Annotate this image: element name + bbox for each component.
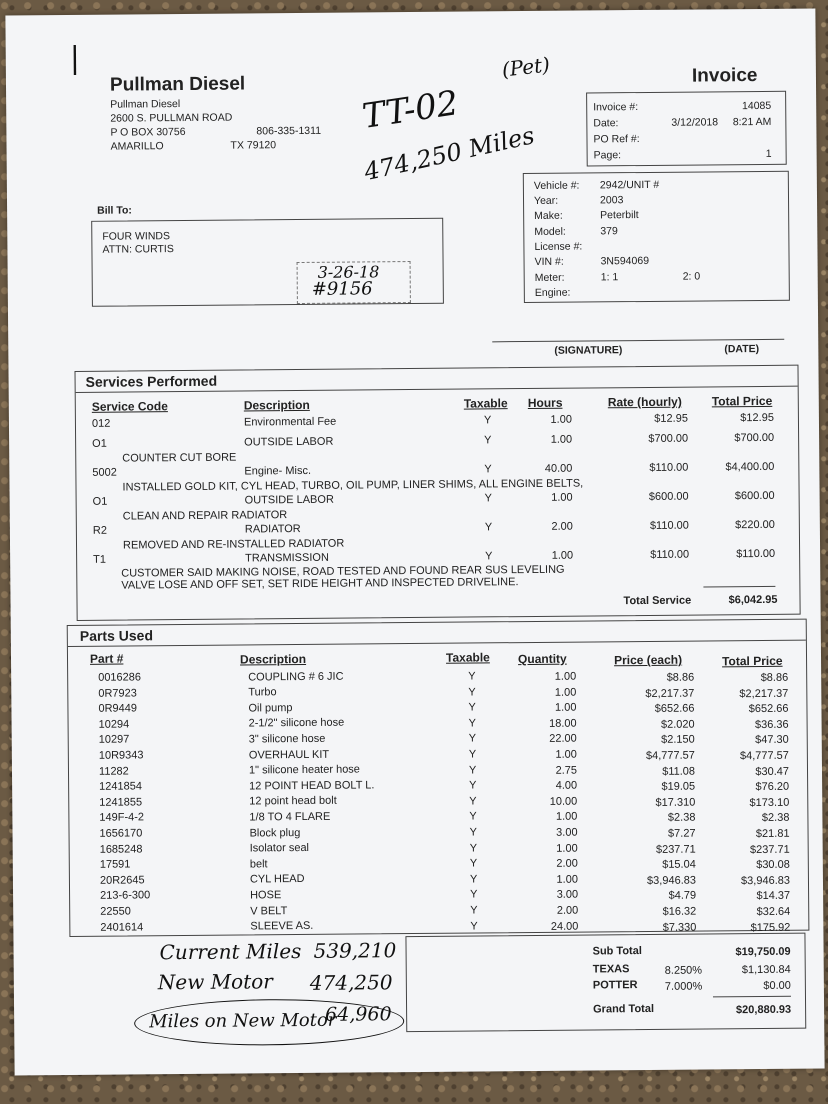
part-taxable: Y <box>468 748 477 761</box>
service-taxable: Y <box>484 492 493 505</box>
col-part-price: Price (each) <box>613 652 683 668</box>
meter-2: 2: 0 <box>682 270 701 283</box>
col-part-desc: Description <box>239 651 307 667</box>
corner-pen-mark: | <box>69 40 81 76</box>
service-description: Environmental Fee <box>243 415 337 429</box>
part-number: 17591 <box>99 858 131 871</box>
service-rate: $700.00 <box>648 432 689 445</box>
service-taxable: Y <box>483 414 492 427</box>
service-code: T1 <box>93 553 107 566</box>
services-title: Services Performed <box>85 372 218 390</box>
service-description: Engine- Misc. <box>244 464 312 478</box>
part-description: OVERHAUL KIT <box>248 748 330 761</box>
service-hours: 40.00 <box>544 462 573 475</box>
part-total: $32.64 <box>756 905 791 919</box>
service-description: OUTSIDE LABOR <box>244 493 334 507</box>
service-hours: 1.00 <box>550 433 573 446</box>
part-description: COUPLING # 6 JIC <box>248 670 344 683</box>
company-phone: 806-335-1311 <box>256 124 322 138</box>
tax1-label: TEXAS <box>592 963 630 976</box>
part-description: 12 point head bolt <box>249 794 337 808</box>
invoice-date-label: Date: <box>593 117 619 130</box>
part-taxable: Y <box>468 717 476 730</box>
grand-total-amount: $20,880.93 <box>735 1003 792 1017</box>
received-stamp <box>297 261 411 304</box>
part-total: $652.66 <box>748 702 789 716</box>
part-number: 213-6-300 <box>100 889 151 903</box>
service-taxable: Y <box>485 550 493 563</box>
part-number: 1241854 <box>99 780 143 793</box>
hw-circled-note <box>134 998 404 1046</box>
part-price: $16.32 <box>662 905 697 918</box>
invoice-info-box <box>586 91 787 167</box>
invoice-paper <box>5 8 824 1075</box>
stamp-date: 3-26-18 <box>317 262 380 282</box>
part-taxable: Y <box>469 795 477 808</box>
make-label: Make: <box>534 209 563 222</box>
service-total: $220.00 <box>735 518 775 532</box>
part-description: 12 POINT HEAD BOLT L. <box>249 779 375 793</box>
part-quantity: 2.00 <box>556 904 579 917</box>
subtotal-amount: $19,750.09 <box>735 945 791 959</box>
hw-miles-on-label: Miles on New Motor <box>149 1009 337 1033</box>
part-price: $2.150 <box>661 733 695 747</box>
part-description: belt <box>249 857 268 871</box>
vehicle-info-box <box>523 171 790 303</box>
bill-to-attn: ATTN: CURTIS <box>102 243 174 256</box>
engine-label: Engine: <box>534 286 571 299</box>
part-price: $3,946.83 <box>646 874 697 887</box>
service-trailing-note-2: VALVE LOSE AND OFF SET, SET RIDE HEIGHT AND INSPECTED DRIVELINE. <box>121 576 519 592</box>
meter-label: Meter: <box>534 271 565 284</box>
hw-new-motor: 474,250 <box>309 970 393 995</box>
part-quantity: 1.00 <box>554 670 577 683</box>
part-number: 11282 <box>98 765 129 778</box>
vehicle-model: 379 <box>600 225 618 238</box>
col-service-total: Total Price <box>711 393 773 409</box>
part-quantity: 22.00 <box>549 732 577 746</box>
company-address: 2600 S. PULLMAN ROAD <box>110 111 233 125</box>
service-note: CLEAN AND REPAIR RADIATOR <box>122 509 288 523</box>
part-quantity: 4.00 <box>555 779 578 792</box>
part-number: 1656170 <box>99 827 143 840</box>
part-description: Block plug <box>249 826 301 839</box>
tax1-amount: $1,130.84 <box>741 963 791 977</box>
part-quantity: 10.00 <box>549 795 578 808</box>
part-number: 10297 <box>98 733 130 747</box>
service-note: REMOVED AND RE-INSTALLED RADIATOR <box>122 537 345 552</box>
part-description: CYL HEAD <box>249 873 305 886</box>
service-hours: 1.00 <box>550 413 572 426</box>
part-total: $30.47 <box>755 765 790 778</box>
col-service-rate: Rate (hourly) <box>607 394 682 410</box>
part-number: 0R9449 <box>98 702 138 715</box>
col-service-taxable: Taxable <box>463 396 508 411</box>
service-note: INSTALLED GOLD KIT, CYL HEAD, TURBO, OIL PUMP, LINER SHIMS, ALL ENGINE BELTS, <box>122 477 584 494</box>
part-taxable: Y <box>468 764 477 777</box>
part-description: Oil pump <box>248 701 293 715</box>
part-total: $237.71 <box>749 843 790 856</box>
tax2-label: POTTER <box>592 979 638 992</box>
handwritten-miles-note: 474,250 Miles <box>361 121 537 187</box>
service-code: O1 <box>92 437 107 450</box>
tax2-amount: $0.00 <box>763 979 791 992</box>
service-code: R2 <box>92 524 108 537</box>
part-description: 1" silicone heater hose <box>248 763 360 777</box>
part-number: 22550 <box>100 905 131 918</box>
service-hours: 1.00 <box>551 549 574 562</box>
bill-to-label: Bill To: <box>97 204 132 217</box>
part-price: $2,217.37 <box>645 687 695 700</box>
service-total: $4,400.00 <box>725 460 775 474</box>
handwritten-unit-note: TT-02 <box>359 83 462 137</box>
part-number: 1685248 <box>99 842 143 856</box>
part-total: $47.30 <box>755 734 789 747</box>
part-total: $21.81 <box>755 827 790 841</box>
service-description: TRANSMISSION <box>245 551 329 565</box>
company-line1: Pullman Diesel <box>110 98 181 111</box>
po-ref-label: PO Ref #: <box>593 133 640 146</box>
part-quantity: 1.00 <box>555 748 577 761</box>
signature-line <box>492 339 784 343</box>
service-description: OUTSIDE LABOR <box>244 435 334 449</box>
part-number: 0016286 <box>98 671 142 684</box>
handwritten-pet-note: (Pet) <box>500 52 552 82</box>
part-total: $3,946.83 <box>740 874 791 887</box>
document-title: Invoice <box>691 64 758 87</box>
grand-total-label: Grand Total <box>593 1002 655 1016</box>
part-taxable: Y <box>469 779 477 792</box>
part-price: $237.71 <box>655 843 696 856</box>
part-taxable: Y <box>468 701 476 714</box>
part-taxable: Y <box>470 920 478 933</box>
part-price: $15.04 <box>662 858 696 872</box>
service-description: RADIATOR <box>244 522 301 536</box>
part-taxable: Y <box>470 888 478 901</box>
part-total: $175.92 <box>750 921 791 934</box>
company-pobox: P O BOX 30756 <box>110 125 186 139</box>
service-total-rule <box>703 586 775 588</box>
service-code: 012 <box>91 417 111 430</box>
part-description: SLEEVE AS. <box>250 919 314 933</box>
vehicle-year: 2003 <box>599 194 624 207</box>
service-trailing-note-1: CUSTOMER SAID MAKING NOISE, ROAD TESTED AND FOUND REAR SUS LEVELING <box>121 563 565 580</box>
part-description: HOSE <box>250 889 282 902</box>
part-quantity: 2.00 <box>556 857 578 870</box>
service-taxable: Y <box>484 434 492 447</box>
part-taxable: Y <box>469 873 478 886</box>
service-hours: 2.00 <box>551 520 573 533</box>
company-name: Pullman Diesel <box>109 73 246 96</box>
part-taxable: Y <box>468 732 477 745</box>
invoice-date: 3/12/2018 <box>671 116 719 129</box>
part-number: 2401614 <box>100 920 144 934</box>
part-number: 10294 <box>98 718 130 731</box>
total-service-amount: $6,042.95 <box>728 593 778 607</box>
part-quantity: 1.00 <box>555 810 578 824</box>
service-total: $110.00 <box>736 547 776 561</box>
part-quantity: 3.00 <box>556 826 578 839</box>
grand-total-rule <box>713 996 791 998</box>
page-number: 1 <box>765 147 772 160</box>
service-rate: $600.00 <box>648 490 689 503</box>
hw-miles-on: 64,960 <box>325 1003 392 1026</box>
part-quantity: 2.75 <box>555 764 578 777</box>
part-description: 1/8 TO 4 FLARE <box>249 810 331 824</box>
part-quantity: 3.00 <box>556 888 579 902</box>
part-description: 3" silicone hose <box>248 732 326 746</box>
part-description: Isolator seal <box>249 842 310 855</box>
part-taxable: Y <box>469 842 478 855</box>
invoice-time: 8:21 AM <box>732 115 772 129</box>
service-code: O1 <box>92 495 108 508</box>
totals-box <box>405 933 806 1032</box>
part-quantity: 1.00 <box>556 873 579 886</box>
subtotal-label: Sub Total <box>592 945 642 958</box>
vehicle-make: Peterbilt <box>600 209 639 222</box>
part-taxable: Y <box>469 810 477 823</box>
part-price: $17.310 <box>655 796 696 809</box>
part-total: $8.86 <box>760 671 789 684</box>
part-taxable: Y <box>469 857 478 870</box>
bill-to-name: FOUR WINDS <box>102 230 171 243</box>
service-total: $700.00 <box>734 431 775 445</box>
part-price: $4,777.57 <box>645 749 695 762</box>
part-total: $76.20 <box>755 780 790 794</box>
col-part-total: Total Price <box>721 653 783 669</box>
parts-title-bar <box>68 620 806 647</box>
part-total: $30.08 <box>756 858 790 872</box>
vin-label: VIN #: <box>534 255 564 268</box>
col-service-code: Service Code <box>91 399 168 414</box>
part-number: 10R9343 <box>98 749 144 762</box>
invoice-number: 14085 <box>741 99 772 113</box>
services-title-bar <box>76 366 798 393</box>
part-description: 2-1/2" silicone hose <box>248 716 345 730</box>
part-price: $8.86 <box>666 671 695 684</box>
part-price: $2.38 <box>667 811 696 825</box>
hw-current-miles: 539,210 <box>313 938 397 963</box>
stamp-number: #9156 <box>311 278 373 300</box>
part-quantity: 1.00 <box>554 701 577 714</box>
vehicle-number: 2942/UNIT # <box>599 178 660 192</box>
part-taxable: Y <box>468 670 476 683</box>
total-service-label: Total Service <box>623 594 692 608</box>
license-label: License #: <box>534 240 583 253</box>
col-part-number: Part # <box>89 651 124 666</box>
year-label: Year: <box>533 194 559 207</box>
col-service-desc: Description <box>243 397 310 413</box>
service-total: $600.00 <box>734 489 775 503</box>
part-total: $36.36 <box>754 718 789 731</box>
col-part-taxable: Taxable <box>445 650 490 665</box>
hw-current-miles-label: Current Miles <box>159 939 302 965</box>
invoice-number-label: Invoice #: <box>593 101 639 114</box>
part-number: 20R2645 <box>99 874 145 887</box>
part-description: Turbo <box>248 686 277 699</box>
part-price: $4.79 <box>668 889 697 903</box>
part-total: $2.38 <box>761 812 790 825</box>
part-number: 0R7923 <box>98 687 137 700</box>
service-code: 5002 <box>92 466 117 479</box>
tax2-rate: 7.000% <box>664 980 703 993</box>
vehicle-vin: 3N594069 <box>600 254 650 268</box>
part-taxable: Y <box>468 686 476 699</box>
tax1-rate: 8.250% <box>664 964 703 977</box>
col-part-quantity: Quantity <box>517 651 567 667</box>
service-total: $12.95 <box>740 411 774 425</box>
part-total: $14.37 <box>756 890 791 903</box>
part-quantity: 18.00 <box>549 717 577 730</box>
service-hours: 1.00 <box>551 491 573 504</box>
part-price: $7.27 <box>667 827 696 840</box>
part-quantity: 1.00 <box>556 842 578 855</box>
hw-new-motor-label: New Motor <box>157 969 273 995</box>
part-taxable: Y <box>470 904 478 917</box>
meter-1: 1: 1 <box>600 271 619 284</box>
service-taxable: Y <box>484 521 493 534</box>
service-rate: $110.00 <box>649 461 689 474</box>
services-section <box>74 365 800 621</box>
part-total: $173.10 <box>749 796 790 809</box>
page-label: Page: <box>593 149 622 162</box>
part-price: $19.05 <box>661 780 696 794</box>
service-note: COUNTER CUT BORE <box>122 451 237 465</box>
part-total: $4,777.57 <box>739 749 789 763</box>
part-quantity: 24.00 <box>550 920 579 933</box>
bill-to-box <box>91 218 444 307</box>
part-price: $11.08 <box>662 765 696 778</box>
company-state-zip: TX 79120 <box>230 139 277 152</box>
parts-section <box>67 619 810 937</box>
part-taxable: Y <box>469 826 477 839</box>
part-total: $2,217.37 <box>739 687 789 700</box>
vehicle-label: Vehicle #: <box>533 179 580 192</box>
date-label: (DATE) <box>724 342 760 356</box>
part-price: $7.330 <box>662 921 697 934</box>
service-rate: $110.00 <box>649 519 689 532</box>
col-service-hours: Hours <box>527 395 563 411</box>
signature-label: (SIGNATURE) <box>554 344 623 357</box>
part-description: V BELT <box>250 904 288 917</box>
model-label: Model: <box>534 225 566 238</box>
part-number: 1241855 <box>99 796 143 809</box>
service-taxable: Y <box>484 463 492 476</box>
part-price: $652.66 <box>654 702 695 716</box>
part-quantity: 1.00 <box>554 686 577 699</box>
service-rate: $110.00 <box>650 548 690 561</box>
parts-title: Parts Used <box>79 627 154 644</box>
part-price: $2.020 <box>660 718 695 731</box>
service-rate: $12.95 <box>654 412 688 425</box>
part-number: 149F-4-2 <box>99 811 145 825</box>
company-city: AMARILLO <box>110 140 164 153</box>
